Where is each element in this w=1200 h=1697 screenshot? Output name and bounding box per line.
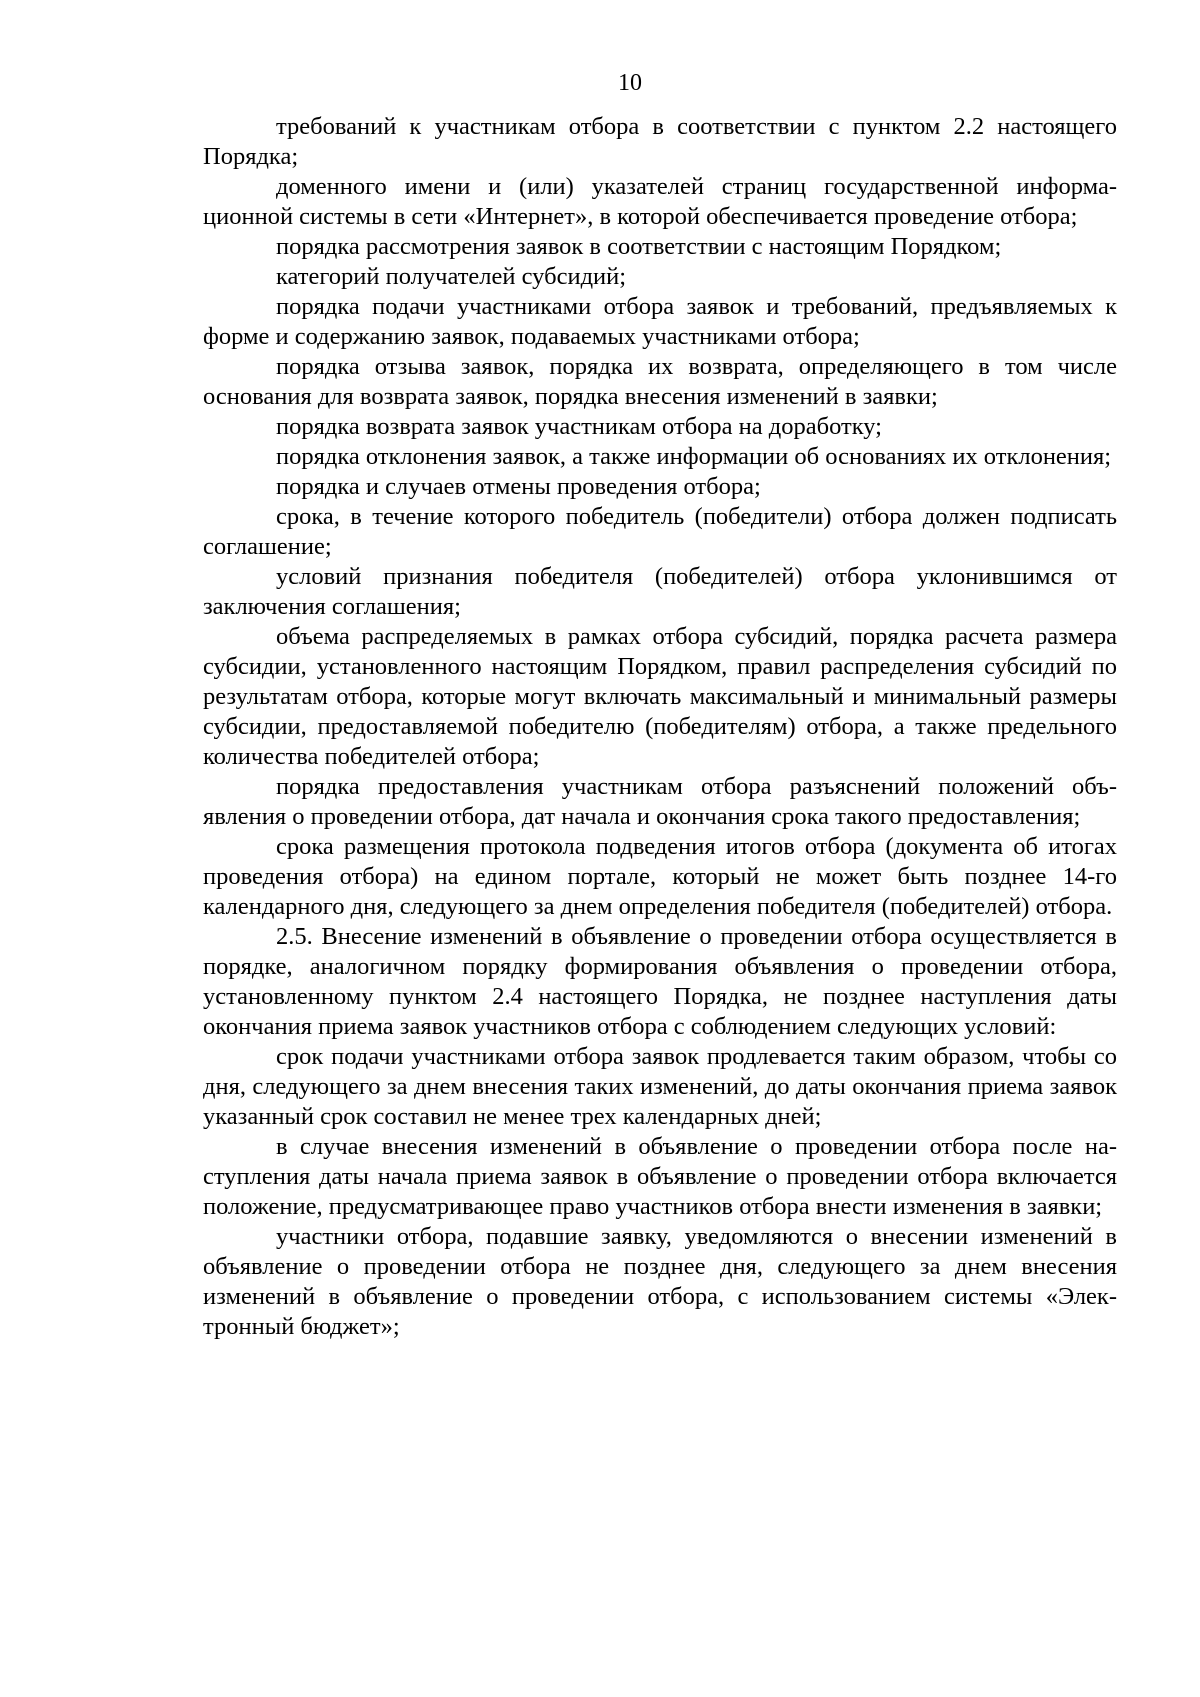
page-number: 10	[618, 70, 642, 96]
paragraph: порядка отклонения заявок, а также информации об основаниях их отклонения;	[276, 443, 1112, 470]
paragraph: в случае внесения изменений в объявление о проведении отбора после наступления даты начала приема заявок в объявление о проведении отбора включается положение, предусматривающее право участников отбора внести изменения в заявки;	[203, 1133, 1117, 1220]
paragraph: доменного имени и (или) указателей страниц государственной информационной системы в сети «Интернет», в которой обеспечивается проведение отбора;	[203, 173, 1117, 230]
paragraph: порядка подачи участниками отбора заявок и требований, предъявляемых к форме и содержанию заявок, подаваемых участниками отбора;	[203, 293, 1117, 350]
paragraph: категорий получателей субсидий;	[276, 263, 627, 290]
document-body	[203, 112, 1117, 1342]
paragraph: срока, в течение которого победитель (победители) отбора должен подписать соглашение;	[203, 503, 1117, 560]
paragraph: порядка рассмотрения заявок в соответствии с настоящим Порядком;	[276, 233, 1002, 260]
paragraph: требований к участникам отбора в соответствии с пунктом 2.2 настоящего Порядка;	[203, 113, 1117, 170]
paragraph: порядка и случаев отмены проведения отбора;	[276, 473, 761, 500]
paragraph: срока размещения протокола подведения итогов отбора (документа об итогах проведения отбора) на едином портале, который не может быть позднее 14-го календарного дня, следующего за днем определения победителя (победителей) отбора.	[203, 833, 1117, 920]
paragraph: порядка отзыва заявок, порядка их возврата, определяющего в том числе основания для возврата заявок, порядка внесения изменений в заявки;	[203, 353, 1117, 410]
paragraph: порядка предоставления участникам отбора разъяснений положений объявления о проведении отбора, дат начала и окончания срока такого предоставления;	[203, 773, 1117, 830]
paragraph: порядка возврата заявок участникам отбора на доработку;	[276, 413, 882, 440]
paragraph: объема распределяемых в рамках отбора субсидий, порядка расчета размера субсидии, установленного настоящим Порядком, правил распределения субсидий по результатам отбора, которые могут включать максимальный и минимальный размеры субсидии, предоставляемой победителю (победителям) отбора, а также предельного количества победителей отбора;	[203, 623, 1117, 770]
section-2-5-paragraph: 2.5. Внесение изменений в объявление о проведении отбора осуществляется в порядке, аналогичном порядку формирования объявления о проведении отбора, установленному пунктом 2.4 настоящего Порядка, не позднее наступления даты окончания приема заявок участников отбора с соблюдением следующих условий:	[203, 923, 1117, 1040]
paragraph: срок подачи участниками отбора заявок продлевается таким образом, чтобы со дня, следующего за днем внесения таких изменений, до даты окончания приема заявок указанный срок составил не менее трех календарных дней;	[203, 1043, 1117, 1130]
paragraph: участники отбора, подавшие заявку, уведомляются о внесении изменений в объявление о проведении отбора не позднее дня, следующего за днем внесения изменений в объявление о проведении отбора, с использованием системы «Электронный бюджет»;	[203, 1223, 1117, 1340]
paragraph: условий признания победителя (победителей) отбора уклонившимся от заключения соглашения;	[203, 563, 1117, 620]
